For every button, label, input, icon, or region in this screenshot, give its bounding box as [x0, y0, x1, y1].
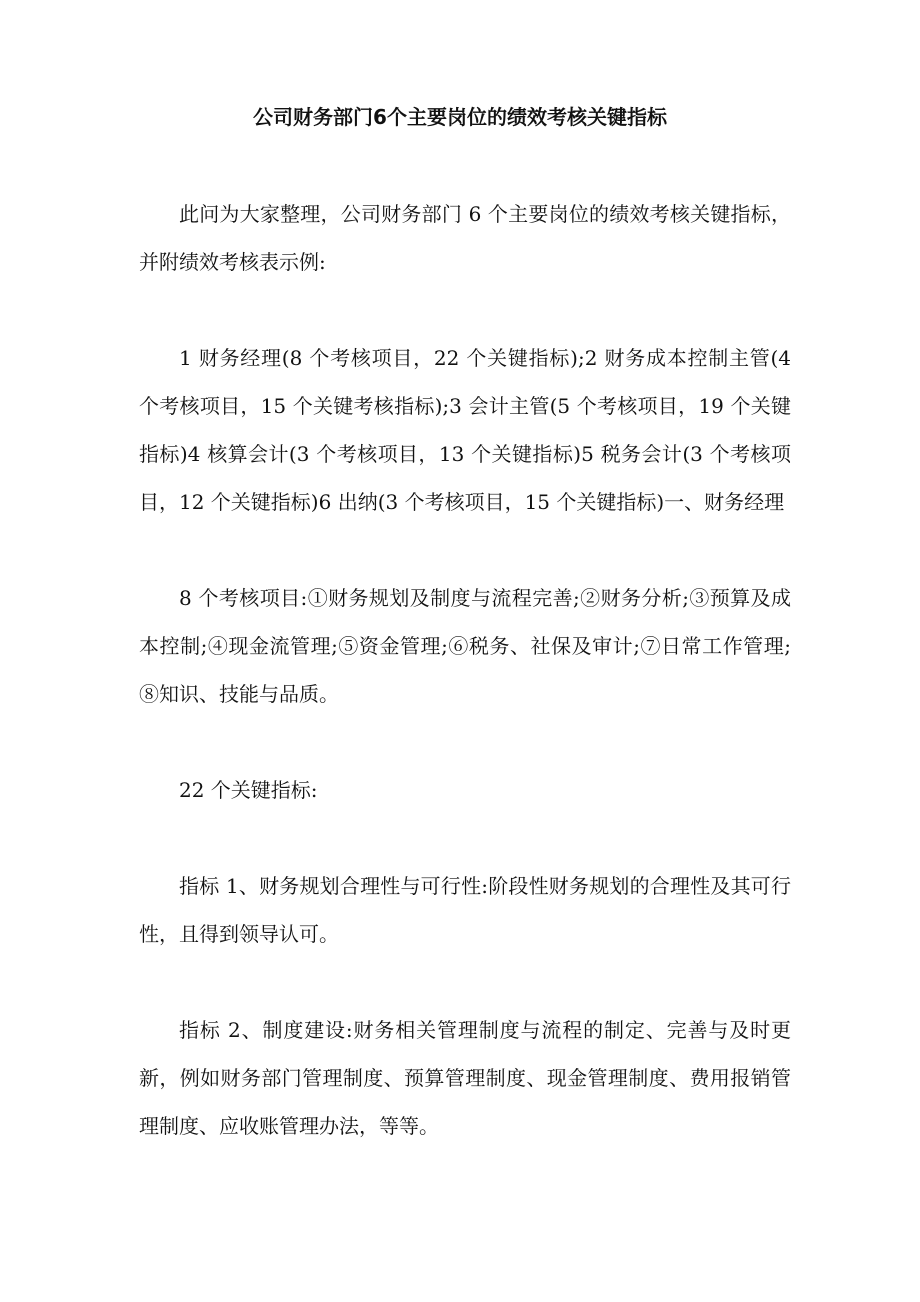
indicator-2-paragraph: 指标 2、制度建设:财务相关管理制度与流程的制定、完善与及时更新，例如财务部门管理制度、预算管理制度、现金管理制度、费用报销管理制度、应收账管理办法，等等。 [139, 1018, 791, 1138]
positions-paragraph: 1 财务经理(8 个考核项目，22 个关键指标);2 财务成本控制主管(4 个考核项目，15 个关键考核指标);3 会计主管(5 个考核项目，19 个关键指标)4 核算会计(3 个考核项目，13 个关键指标)5 税务会计(3 个考核项目，12 个关键指标)6 出纳(3 个考核项目，15 个关键指标)一、财务经理 [139, 346, 791, 514]
indicator-1-paragraph: 指标 1、财务规划合理性与可行性:阶段性财务规划的合理性及其可行性，且得到领导认可。 [139, 874, 791, 946]
kpi-heading: 22 个关键指标: [179, 778, 318, 802]
assessment-items-paragraph: 8 个考核项目:①财务规划及制度与流程完善;②财务分析;③预算及成本控制;④现金流管理;⑤资金管理;⑥税务、社保及审计;⑦日常工作管理;⑧知识、技能与品质。 [139, 586, 791, 706]
page-title: 公司财务部门6个主要岗位的绩效考核关键指标 [253, 105, 667, 129]
intro-paragraph: 此问为大家整理，公司财务部门 6 个主要岗位的绩效考核关键指标，并附绩效考核表示例: [139, 202, 791, 274]
